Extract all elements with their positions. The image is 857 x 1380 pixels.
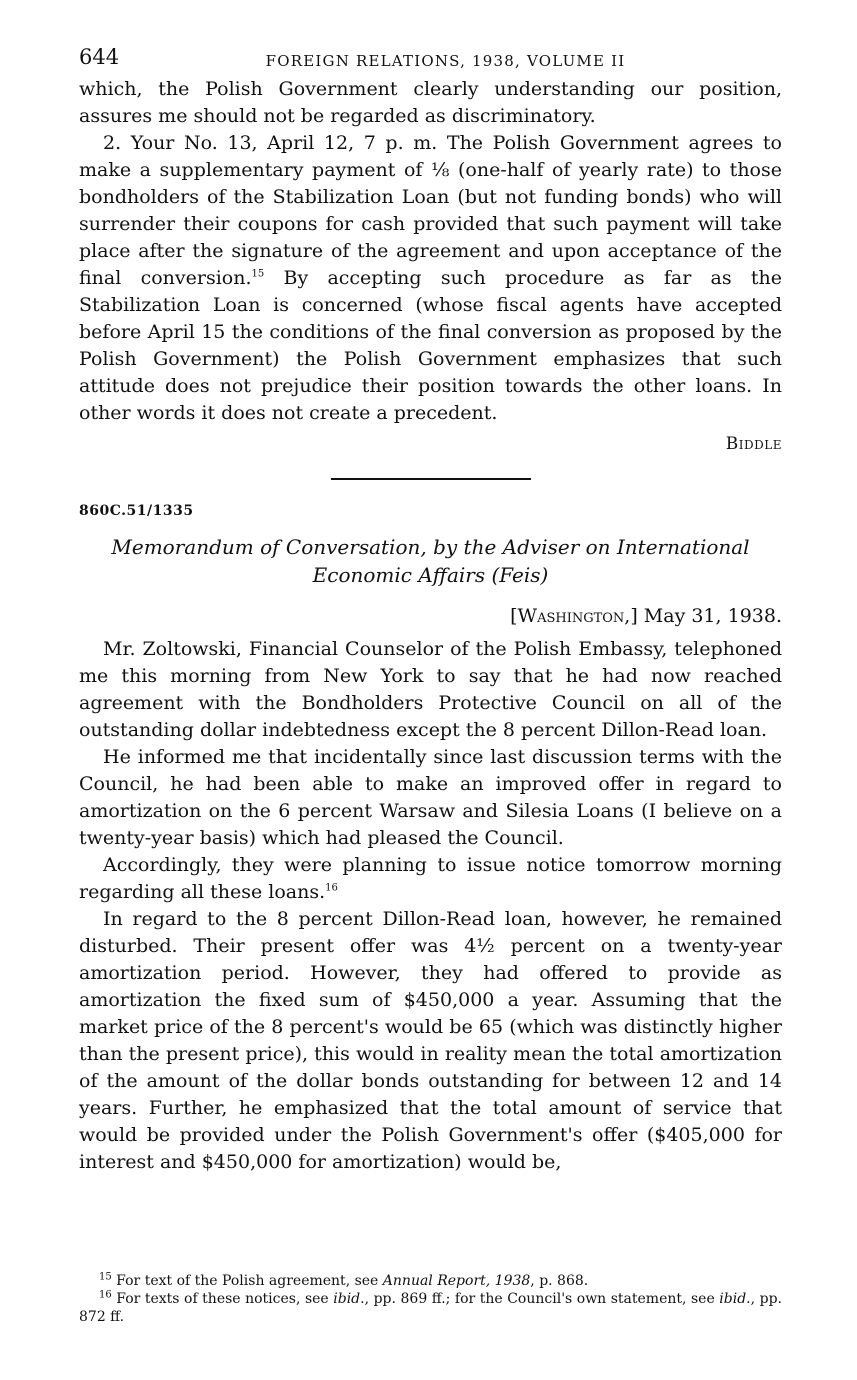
memo-paragraph-3-text: Accordingly, they were planning to issue notice tomorrow morning regarding all these loans. <box>79 854 782 903</box>
footnote-ref-16: 16 <box>325 882 338 894</box>
paragraph-2-text-a: 2. Your No. 13, April 12, 7 p. m. The Polish Government agrees to make a supplementary payment of ⅛ (one-half of yearly rate) to those bondholders of the Stabilization Loan (but not funding bonds) who will surrender their coupons for cash provided that such payment will take place after the signature of the agreement and upon acceptance of the final conversion. <box>79 132 782 289</box>
paragraph-2 <box>79 130 782 427</box>
signature: Biddle <box>725 434 782 454</box>
title-line-1: Memorandum of Conversation, by the Adviser on International <box>111 535 750 559</box>
file-number: 860C.51/1335 <box>79 503 194 519</box>
memo-paragraph-2: He informed me that incidentally since last discussion terms with the Council, he had been able to make an improved offer in regard to amortization on the 6 percent Warsaw and Silesia Loans (I believe on a twenty-year basis) which had pleased the Council. <box>79 746 782 849</box>
memo-paragraph-4: In regard to the 8 percent Dillon-Read loan, however, he remained disturbed. Their present offer was 4½ percent on a twenty-year amortization period. However, they had offered to provide as amortization the fixed sum of $450,000 a year. Assuming that the market price of the 8 percent's would be 65 (which was distinctly higher than the present price), this would in reality mean the total amortization of the amount of the dollar bonds outstanding for between 12 and 14 years. Further, he emphasized that the total amount of service that would be provided under the Polish Government's offer ($405,000 for interest and $450,000 for amortization) would be, <box>79 908 782 1173</box>
dateline-date: May 31, 1938. <box>637 605 782 627</box>
dateline-place: [Washington,] <box>510 605 638 627</box>
memo-paragraph-3 <box>79 852 782 906</box>
footnote-16-text-c: , pp. 872 ff. <box>79 1291 782 1325</box>
footnote-15-italic: Annual Report, 1938 <box>382 1273 531 1289</box>
footnote-16-text-a: For texts of these notices, see <box>111 1291 334 1307</box>
footnotes <box>79 1272 782 1326</box>
dateline <box>79 603 782 630</box>
continued-paragraph: which, the Polish Government clearly understanding our position, assures me should not be regarded as discriminatory. <box>79 78 782 127</box>
running-header <box>79 44 782 76</box>
footnote-15-text-a: For text of the Polish agreement, see <box>111 1273 383 1289</box>
footnote-16-text-b: , pp. 869 ff.; for the Council's own statement, see <box>364 1291 720 1307</box>
document-title <box>79 533 782 589</box>
footnote-ref-15: 15 <box>251 268 265 280</box>
page <box>79 44 782 1176</box>
paragraph-2-text-b: By accepting such procedure as far as the Stabilization Loan is concerned (whose fiscal agents have accepted before April 15 the conditions of the final conversion as proposed by the Polish Government) the Polish Government emphasizes that such attitude does not prejudice their position towards the other loans. In other words it does not create a precedent. <box>79 267 782 424</box>
footnote-16-italic-2: ibid. <box>719 1291 751 1307</box>
memo-paragraph-1: Mr. Zoltowski, Financial Counselor of the Polish Embassy, telephoned me this morning from New York to say that he had now reached agreement with the Bondholders Protective Council on all of the outstanding dollar indebtedness except the 8 percent Dillon-Read loan. <box>79 638 782 741</box>
page-number: 644 <box>79 45 120 69</box>
footnote-16-italic-1: ibid. <box>333 1291 365 1307</box>
footnote-15-text-b: , p. 868. <box>530 1273 589 1289</box>
section-divider <box>331 478 531 480</box>
footnote-15-number: 15 <box>99 1271 112 1283</box>
footnote-15 <box>79 1272 782 1290</box>
footnote-16 <box>79 1290 782 1326</box>
title-line-2: Economic Affairs (Feis) <box>312 563 549 587</box>
footnote-16-number: 16 <box>99 1289 112 1301</box>
running-head-title: FOREIGN RELATIONS, 1938, VOLUME II <box>265 52 626 70</box>
